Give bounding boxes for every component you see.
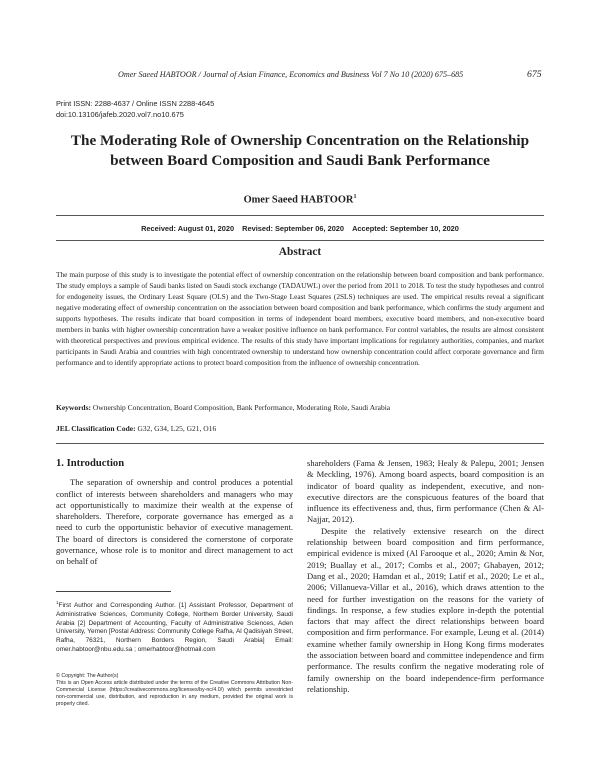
left-column xyxy=(56,458,293,568)
abstract-body: The main purpose of this study is to investigate the potential effect of ownership concentration on the relationship between board composition and bank performance. The study employs a sample of Saudi banks listed on Saudi stock exchange (TADAUWL) over the period from 2011 to 2018. To test the study hypotheses and control for endogeneity issues, the Ordinary Least Square (OLS) and the Two-Stage Least Squares (2SLS) techniques are used. The empirical results reveal a significant negative moderating effect of ownership concentration on the association between board composition and bank performance, which confirms the study argument and supports hypotheses. The results indicate that board composition in terms of independent board members, executive board members, and non-executive board members in banks with higher ownership concentration have a weaker positive influence on bank performance. For control variables, the results are almost consistent with theoretical perspectives and previous empirical evidence. The results of this study have important implications for regulatory authorities, companies, and market participants in Saudi Arabia and countries with high concentrated ownership to understand how ownership concentration could affect corporate governance and firm performance and to identify appropriate actions to protect board composition from the influence of ownership concentration. xyxy=(56,270,544,367)
introduction-heading: 1. Introduction xyxy=(56,458,125,469)
issn-line: Print ISSN: 2288-4637 / Online ISSN 2288-4645 xyxy=(56,99,215,108)
divider-body xyxy=(56,443,544,444)
running-head-text: Omer Saeed HABTOOR / Journal of Asian Finance, Economics and Business Vol 7 No 10 (2020) 675–685 xyxy=(118,70,464,79)
paper-title xyxy=(40,131,560,171)
footnote-text: First Author and Corresponding Author. [1] Assistant Professor, Department of Administrative Sciences, Community College, Northern Border University, Saudi Arabia [2] Department of Accounting, Faculty of Administrative Sciences, Aden University, Yemen [Postal Address: Community College Rafha, Al Qadisiyah Street, Rafha, 76321, Northern Borders Region, Saudi Arabia] Email: omer.habtoor@nbu.edu.sa ; omerhabtoor@hotmail.com xyxy=(56,602,293,653)
keywords-text: Ownership Concentration, Board Composition, Bank Performance, Moderating Role, Saudi Arabia xyxy=(92,403,391,412)
right-column xyxy=(307,458,544,695)
jel-text: G32, G34, L25, G21, O16 xyxy=(137,424,217,433)
keywords-line xyxy=(56,403,544,412)
author-name: Omer Saeed HABTOOR xyxy=(243,194,354,206)
keywords-label: Keywords: xyxy=(56,403,91,412)
abstract-heading: Abstract xyxy=(278,246,322,258)
author-line xyxy=(0,194,600,205)
copyright-line: © Copyright: The Author(s) xyxy=(56,673,119,679)
revised-date: Revised: September 06, 2020 xyxy=(242,224,345,233)
received-date: Received: August 01, 2020 xyxy=(141,224,235,233)
divider-top xyxy=(56,215,544,216)
copyright-notice xyxy=(56,673,293,708)
author-footnote-mark: 1 xyxy=(353,194,357,200)
divider-dates xyxy=(56,240,544,241)
intro-paragraph-2: Despite the relatively extensive research on the direct relationship between board composition and firm performance, empirical evidence is mixed (Al Farooque et al., 2020; Amin & Nor, 2019; Buallay et al., 2017; Combs et al., 2007; Ghabayen, 2012; Dang et al., 2020; Hamdan et al., 2019; Latif et al., 2020; Le et al., 2006; Villanueva-Villar et al., 2016), which draws attention to the need for further investigation on the reasons for the variety of findings. In response, a few studies explore in-depth the potential factors that may affect the direct relationships between board composition and firm performance. For example, Leung et al. (2014) examine whether family ownership in Hong Kong firms moderates the association between board and committee independence and firm performance. The results confirm the negative moderating role of family ownership on the board independence-firm performance relationship. xyxy=(307,525,544,694)
title-line-2: between Board Composition and Saudi Bank Performance xyxy=(110,152,490,169)
jel-label: JEL Classification Code: xyxy=(56,424,136,433)
license-text: This is an Open Access article distributed under the terms of the Creative Commons Attribution Non-Commercial License (https://creativecommons.org/licenses/by-nc/4.0/) which permits unrestricted non-commercial use, distribution, and reproduction in any medium, provided the original work is properly cited. xyxy=(56,680,293,708)
page-number: 675 xyxy=(527,69,542,80)
footnote-mark: 1 xyxy=(56,600,59,605)
jel-line xyxy=(56,424,544,433)
accepted-date: Accepted: September 10, 2020 xyxy=(352,224,459,233)
dates-line xyxy=(0,224,600,233)
footnote xyxy=(56,599,293,654)
title-line-1: The Moderating Role of Ownership Concentration on the Relationship xyxy=(70,132,530,149)
intro-paragraph-1: The separation of ownership and control produces a potential conflict of interests between shareholders and managers who may act opportunistically to maximize their wealth at the expense of shareholders. Therefore, corporate governance has emerged as a need to curb the opportunistic behavior of executive management. The board of directors is considered the cornerstone of corporate governance, whose role is to monitor and direct management to act on behalf of xyxy=(56,477,293,567)
intro-paragraph-1-cont: shareholders (Fama & Jensen, 1983; Healy & Palepu, 2001; Jensen & Meckling, 1976). Among board aspects, board composition is an indicator of board quality as independent, executive, and non-executive directors are the conspicuous features of the board that influence its effectiveness and, thus, firm performance (Chen & Al-Najjar, 2012). xyxy=(307,458,544,525)
issn-block xyxy=(56,98,214,120)
footnote-divider xyxy=(56,591,171,592)
doi-line: doi:10.13106/jafeb.2020.vol7.no10.675 xyxy=(56,110,184,119)
running-head xyxy=(0,70,600,82)
